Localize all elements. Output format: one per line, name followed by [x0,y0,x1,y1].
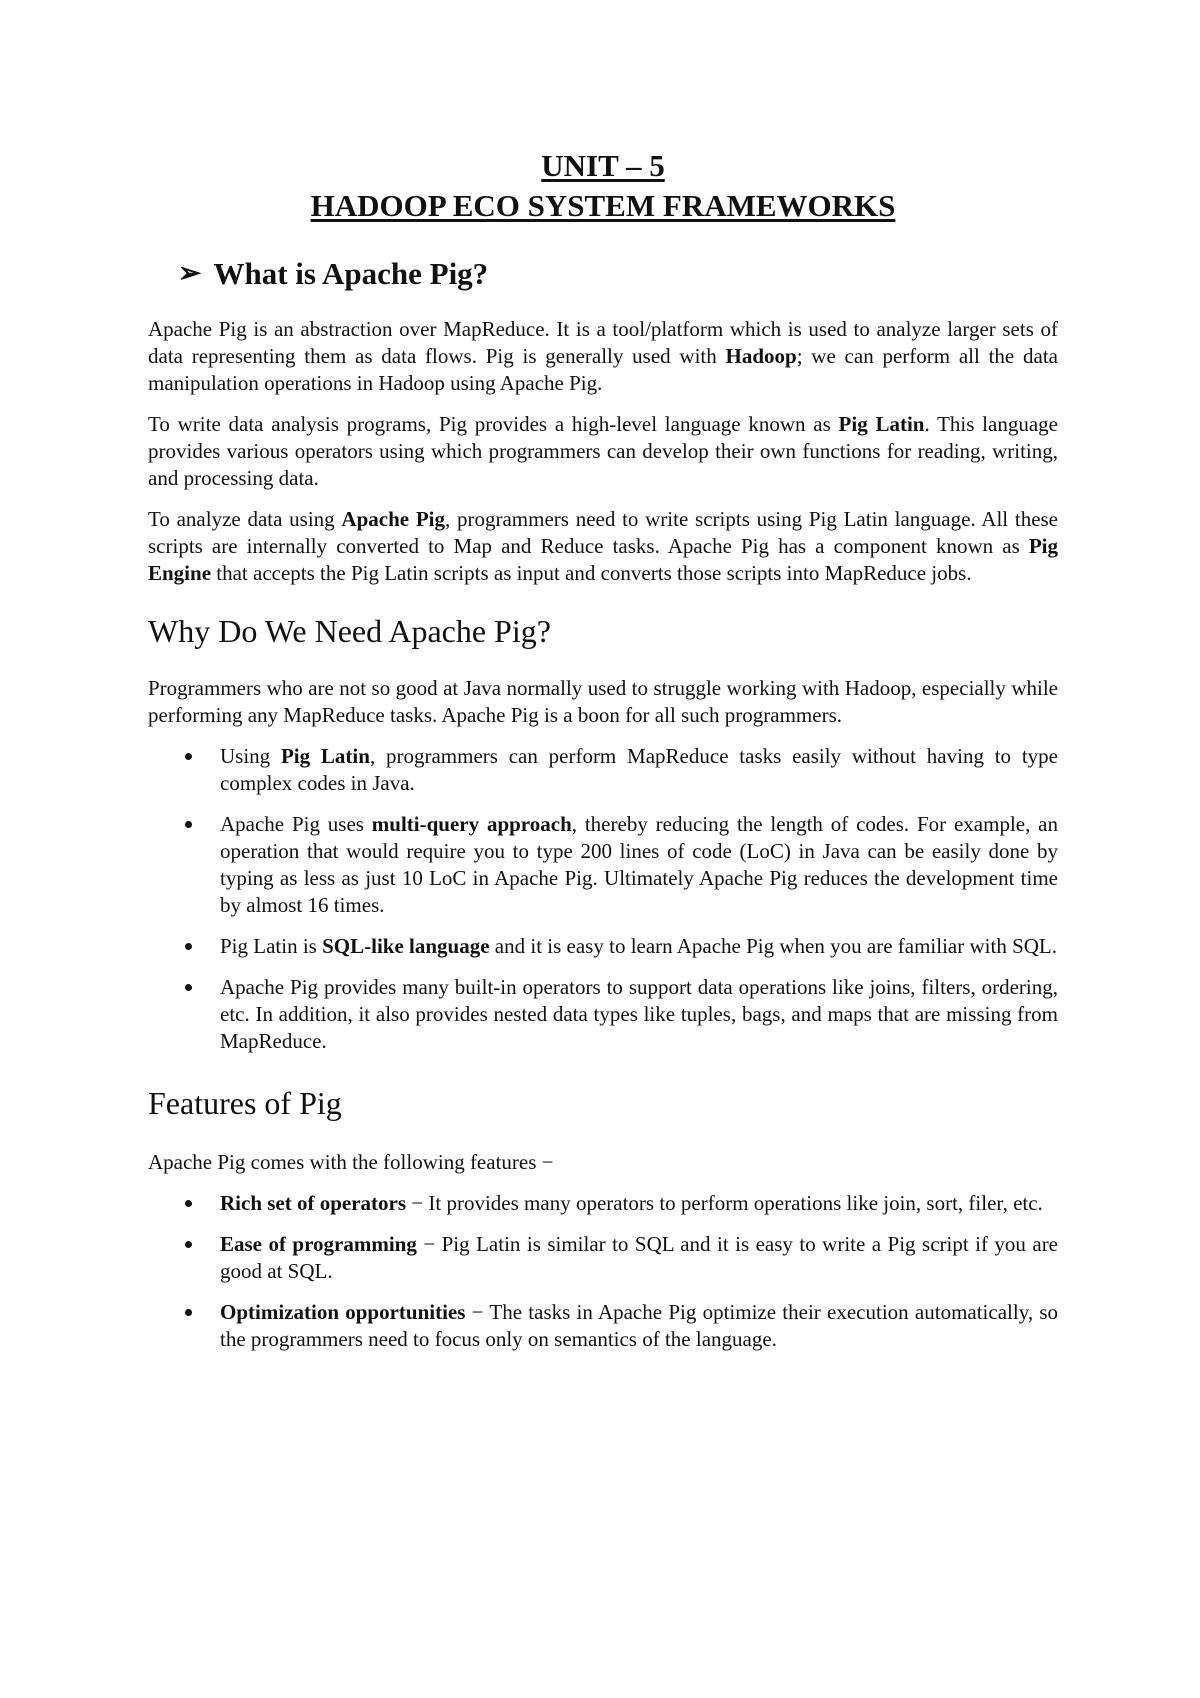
section-heading-what-is-pig [178,254,1058,294]
list-item: Apache Pig provides many built-in operators to support data operations like joins, filters, ordering, etc. In addition, it also provides nested data types like tuples, bags, and maps that are missing from MapReduce. [148,974,1058,1055]
section-heading-why: Why Do We Need Apache Pig? [148,613,551,649]
section-heading-text: What is Apache Pig? [213,256,489,291]
bullet-dot-icon [185,1309,192,1316]
paragraph-pig-engine: To analyze data using Apache Pig, programmers need to write scripts using Pig Latin language. All these scripts are internally converted to Map and Reduce tasks. Apache Pig has a component known as Pig Engine that accepts the Pig Latin scripts as input and converts those scripts into MapReduce jobs. [148,507,1059,585]
bullet-dot-icon [185,753,192,760]
list-item: Using Pig Latin, programmers can perform MapReduce tasks easily without having to type complex codes in Java. [148,743,1058,797]
list-item: Ease of programming − Pig Latin is similar to SQL and it is easy to write a Pig script if you are good at SQL. [148,1231,1058,1285]
bullet-dot-icon [185,1200,192,1207]
bullet-dot-icon [185,943,192,950]
paragraph-features-intro: Apache Pig comes with the following features − [148,1150,554,1174]
section-heading-features: Features of Pig [148,1085,342,1121]
document-title: HADOOP ECO SYSTEM FRAMEWORKS [310,188,896,223]
list-item: Optimization opportunities − The tasks in Apache Pig optimize their execution automatically, so the programmers need to focus only on semantics of the language. [148,1299,1058,1353]
list-item: Apache Pig uses multi-query approach, thereby reducing the length of codes. For example, an operation that would require you to type 200 lines of code (LoC) in Java can be easily done by typing as less as just 10 LoC in Apache Pig. Ultimately Apache Pig reduces the development time by almost 16 times. [148,811,1058,919]
features-bullet-list [148,1190,1058,1353]
list-item: Pig Latin is SQL-like language and it is easy to learn Apache Pig when you are familiar with SQL. [148,933,1058,960]
paragraph-intro: Apache Pig is an abstraction over MapReduce. It is a tool/platform which is used to analyze larger sets of data representing them as data flows. Pig is generally used with Hadoop; we can perform all the data manipulation operations in Hadoop using Apache Pig. [148,317,1058,395]
bullet-dot-icon [185,984,192,991]
unit-title: UNIT – 5 [541,148,665,183]
document-page [148,146,1058,1353]
why-bullet-list [148,743,1058,1055]
list-item: Rich set of operators − It provides many operators to perform operations like join, sort, filer, etc. [148,1190,1058,1217]
bullet-dot-icon [185,821,192,828]
paragraph-pig-latin: To write data analysis programs, Pig provides a high-level language known as Pig Latin. This language provides various operators using which programmers can develop their own functions for reading, writing, and processing data. [148,412,1058,490]
arrow-bullet-icon: ➢ [178,258,202,289]
paragraph-why-intro: Programmers who are not so good at Java normally used to struggle working with Hadoop, especially while performing any MapReduce tasks. Apache Pig is a boon for all such programmers. [148,676,1058,727]
bullet-dot-icon [185,1241,192,1248]
